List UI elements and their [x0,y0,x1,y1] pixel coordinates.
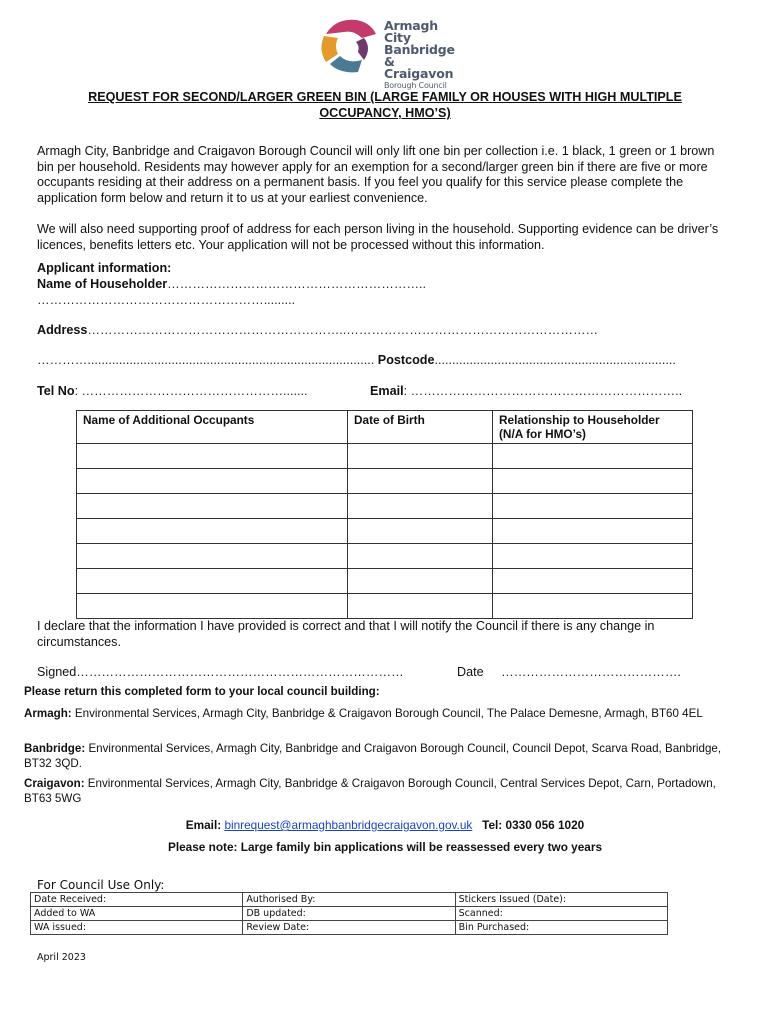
table-row [77,494,693,519]
council-cell: WA issued: [31,921,243,935]
occupant-relationship-cell[interactable] [493,544,693,569]
table-row [31,893,668,907]
occupant-name-cell[interactable] [77,469,348,494]
email-label: Email [370,384,404,398]
occupant-name-cell[interactable] [77,444,348,469]
occupant-name-cell[interactable] [77,494,348,519]
address-dots-2: ………….................................................................................. [37,353,375,367]
location-banbridge-address: Environmental Services, Armagh City, Banbridge and Craigavon Borough Council, Council Depot, Scarva Road, Banbridge, BT32 3QD. [24,742,722,770]
address-dots: ……………………………………………………..…………………………………………………… [87,323,599,337]
council-cell: Bin Purchased: [455,921,667,935]
occupant-relationship-cell[interactable] [493,594,693,619]
occupant-dob-cell[interactable] [348,544,493,569]
date-field[interactable] [457,665,681,680]
table-row [77,519,693,544]
council-cell: Stickers Issued (Date): [455,893,667,907]
council-cell: Added to WA [31,907,243,921]
contact-email-link[interactable]: binrequest@armaghbanbridgecraigavon.gov.uk [224,818,473,832]
logo-line-1: Armagh City [384,18,438,45]
householder-name-field[interactable] [37,277,426,292]
signed-dots: …………………………………………………………………… [76,665,404,679]
householder-name-dots-2: ………………………………………………......... [37,293,296,307]
contact-tel: Tel: 0330 056 1020 [482,818,585,832]
occupant-relationship-cell[interactable] [493,519,693,544]
table-row [77,469,693,494]
logo-line-3: & Craigavon [384,54,454,81]
table-row [77,569,693,594]
table-row [77,544,693,569]
email-dots: : ……………………………………………………….. [403,384,683,398]
occupant-name-cell[interactable] [77,569,348,594]
table-row [77,444,693,469]
council-cell: Scanned: [455,907,667,921]
council-use-label: For Council Use Only: [37,878,165,892]
occupants-header-relationship: Relationship to Householder (N/A for HMO’s) [493,411,693,444]
location-craigavon-name: Craigavon: [24,777,85,790]
form-title [40,89,730,121]
return-heading: Please return this completed form to your local council building: [24,685,380,698]
table-row [31,921,668,935]
tel-field[interactable] [37,384,308,399]
logo-text [384,20,458,91]
logo-line-4: Borough Council [384,81,447,90]
occupant-dob-cell[interactable] [348,519,493,544]
occupant-name-cell[interactable] [77,544,348,569]
occupant-dob-cell[interactable] [348,444,493,469]
tel-label: Tel No [37,384,75,398]
tel-dots: : …………………………………………....... [74,384,308,398]
location-banbridge [24,741,746,771]
contact-line [0,818,770,832]
date-dots: ……………………………………. [501,665,681,679]
occupant-dob-cell[interactable] [348,569,493,594]
occupant-relationship-cell[interactable] [493,569,693,594]
email-field[interactable] [370,384,682,399]
address-label: Address [37,323,88,337]
occupant-relationship-cell[interactable] [493,469,693,494]
intro-paragraph: Armagh City, Banbridge and Craigavon Borough Council will only lift one bin per collection i.e. 1 black, 1 green or 1 brown bin per household. Residents may however apply for an exemption for a second/larger green bin if there are five or more occupants residing at their address on a permanent basis. If you feel you qualify for this service please complete the application form below and return it to us at your earliest convenience. [37,144,715,205]
footer-date: April 2023 [37,952,86,963]
occupants-table [76,410,693,619]
table-row [77,594,693,619]
occupant-dob-cell[interactable] [348,494,493,519]
occupant-dob-cell[interactable] [348,594,493,619]
occupant-relationship-cell[interactable] [493,494,693,519]
occupant-dob-cell[interactable] [348,469,493,494]
council-cell: Review Date: [243,921,455,935]
declaration-text: I declare that the information I have provided is correct and that I will notify the Council if there is any change in circumstances. [37,619,655,649]
form-title-line-1: REQUEST FOR SECOND/LARGER GREEN BIN (LARGE FAMILY OR HOUSES WITH HIGH MULTIPLE [88,90,682,104]
signed-label: Signed [37,665,77,679]
location-craigavon [24,776,746,806]
table-row [31,907,668,921]
occupants-header-name: Name of Additional Occupants [77,411,348,444]
address-postcode-field[interactable] [37,353,676,368]
postcode-label: Postcode [377,353,435,367]
applicant-heading: Applicant information: [37,261,172,275]
council-logo [318,16,458,90]
householder-name-field-line-2[interactable] [37,293,295,308]
occupant-relationship-cell[interactable] [493,444,693,469]
householder-name-dots: …………………………………………………….. [167,277,427,291]
householder-name-label: Name of Householder [37,277,168,291]
date-label: Date [457,665,484,679]
council-cell: Date Received: [31,893,243,907]
location-banbridge-name: Banbridge: [24,742,86,755]
location-armagh-address: Environmental Services, Armagh City, Banbridge & Craigavon Borough Council, The Palace Demesne, Armagh, BT60 4EL [74,707,703,720]
council-logo-icon [318,16,378,74]
address-field[interactable] [37,323,598,338]
council-use-table [30,892,668,935]
form-title-line-2: OCCUPANCY, HMO’S) [319,106,451,120]
location-craigavon-address: Environmental Services, Armagh City, Banbridge & Craigavon Borough Council, Central Services Depot, Carn, Portadown, BT63 5WG [24,777,716,805]
location-armagh [24,706,746,721]
occupant-name-cell[interactable] [77,519,348,544]
postcode-dots: ..................................................................... [434,353,676,367]
proof-paragraph: We will also need supporting proof of address for each person living in the household. Supporting evidence can be driver’s licences, benefits letters etc. Your application will not be processed without this information. [37,222,719,252]
contact-email-label: Email: [185,818,222,832]
council-cell: Authorised By: [243,893,455,907]
occupants-header-dob: Date of Birth [348,411,493,444]
occupant-name-cell[interactable] [77,594,348,619]
reassessment-note: Please note: Large family bin applications will be reassessed every two years [167,840,603,854]
council-cell: DB updated: [243,907,455,921]
location-armagh-name: Armagh: [24,707,72,720]
signed-field[interactable] [37,665,404,680]
logo-line-2: Banbridge [384,42,455,57]
occupants-table-header [77,411,693,444]
